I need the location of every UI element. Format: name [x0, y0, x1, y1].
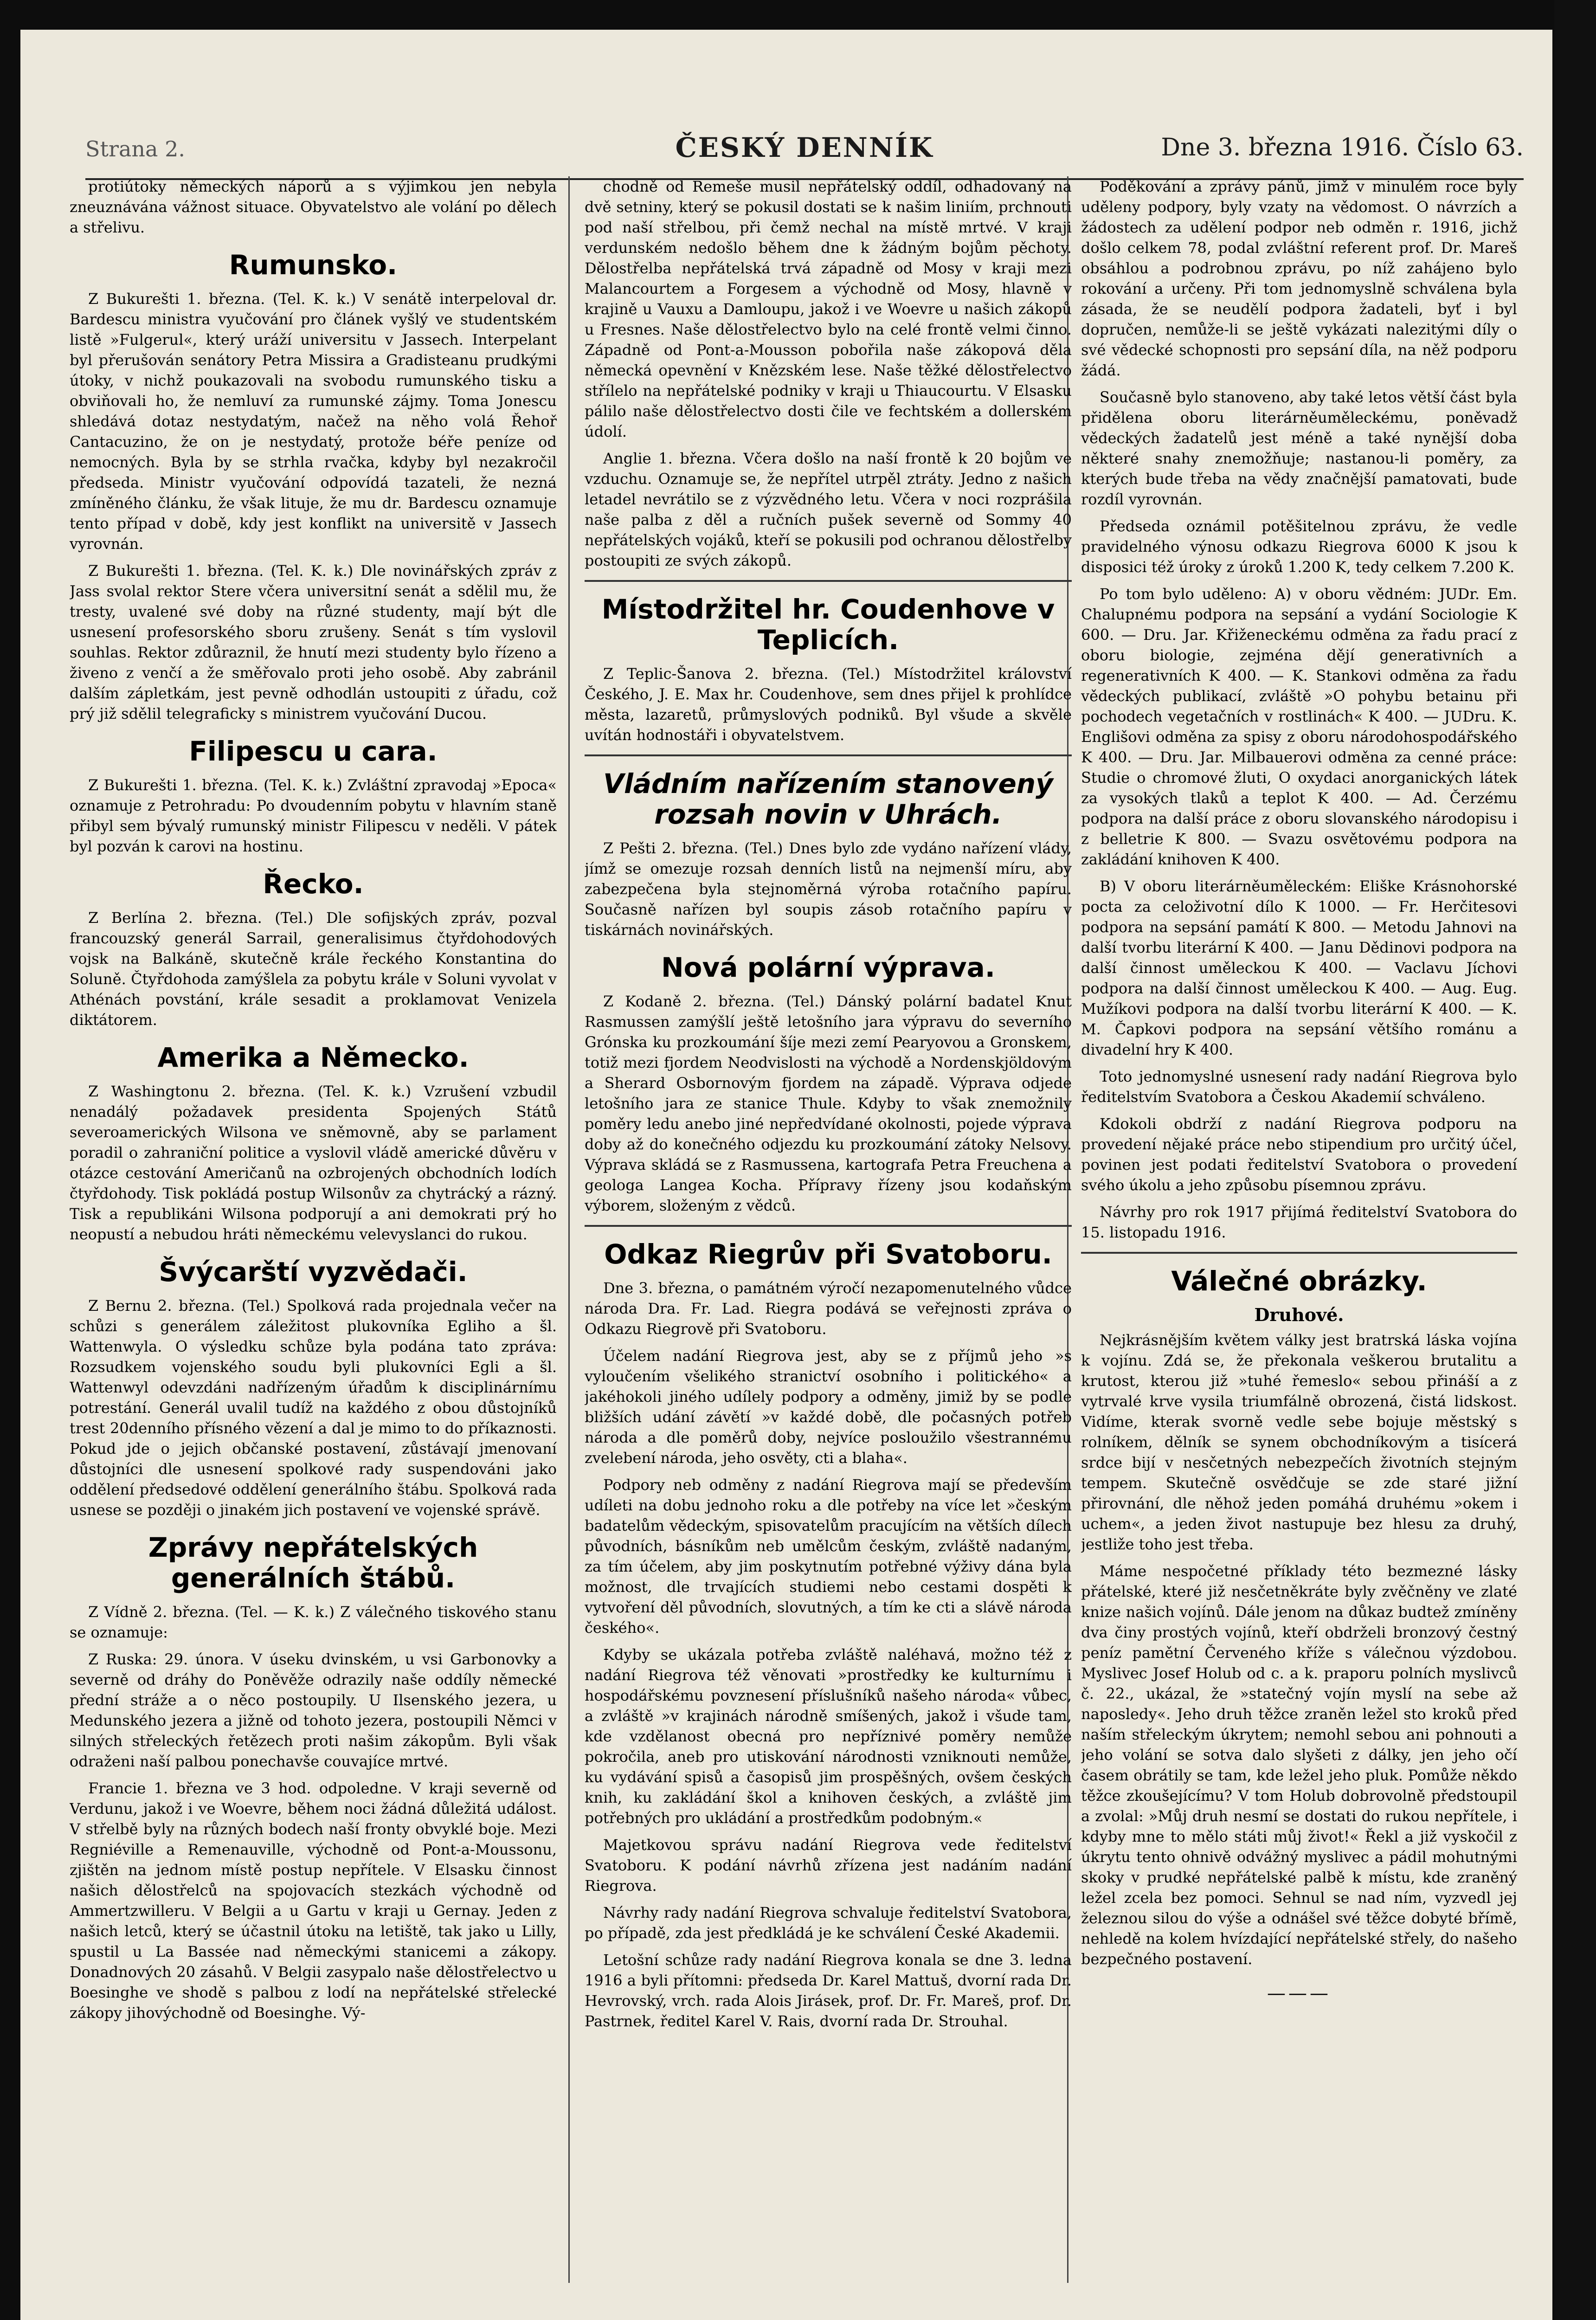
article-paragraph: Z Kodaně 2. března. (Tel.) Dánský polární badatel Knut Rasmussen zamýšlí ještě letošního jara výpravu do severního Grónska ku prozkoumání šíje mezi zemí Pearyovou a Gronskem, totiž mezi fjordem Neodvislosti na východě a Nordenskjöldovým a Sherard Osbornovým fjordem na západě. Výprava odjede letošního jara ze stanice Thule. Kdyby to však znemožnily poměry ledu anebo jiné nepředvídané okolnosti, pojede výprava doby až do konečného odjezdu ku prozkoumání zátoky Nelsovy. Výprava skládá se z Rasmussena, kartografa Petra Freuchena a geologa Langea Kocha. Přípravy řízeny jsou kodaňským výborem, složeným z vědců.	[585, 992, 1072, 1214]
end-mark: ———	[1267, 1983, 1331, 2004]
article-paragraph: Kdyby se ukázala potřeba zvláště naléhavá, možno též z nadání Riegrova též věnovati »prostředky ke kulturnímu i hospodářskému povznesení příslušníků našeho národa« vůbec, a zvláště »v krajinách národně smíšených, jakož i všude tam, kde vzdělanost obecná pro nepříznivé poměry nemůže pokročila, aneb pro utiskování národnosti vzniknouti nemůže, ku vydávání spisů a časopisů jim prospěšných, ovšem českých knih, ku zakládání škol a knihoven českých, a zvláště jim potřebných pro ukládání a prostředkům podobným.«	[585, 1646, 1072, 1827]
article-paragraph: Z Ruska: 29. února. V úseku dvinském, u vsi Garbonovky a severně od dráhy do Poněvěže odrazily naše oddíly německé přední stráže a o něco postoupily. U Ilsenského jezera, u Medunského jezera a jižně od tohoto jezera, postoupili Němci v silných střeleckých řetězech proti našim zákopům. Byli však odraženi naší palbou ponechavše couvajíce mrtvé.	[70, 1650, 557, 1770]
column-1	[70, 176, 557, 2283]
headline: Vládním nařízením stanovený rozsah novin v Uhrách.	[603, 768, 1053, 830]
issue-number: Číslo 63.	[1416, 134, 1524, 161]
article-paragraph: Kdokoli obdrží z nadání Riegrova podporu na provedení nějaké práce nebo stipendium pro určitý účel, povinen jest podati ředitelství Svatobora o provedení svého úkolu a jeho způsobu písemnou zprávu.	[1081, 1115, 1517, 1194]
article-paragraph: Z Teplic-Šanova 2. března. (Tel.) Místodržitel království Českého, J. E. Max hr. Coudenhove, sem dnes přijel k prohlídce města, lazaretů, průmyslových podniků. Byl všude a skvěle uvítán hodnostáři i obyvatelstvem.	[585, 665, 1072, 744]
article-paragraph: Z Washingtonu 2. března. (Tel. K. k.) Vzrušení vzbudil nenadálý požadavek presidenta Spojených Států severoamerických Wilsona ve sněmovně, aby se parlament poradil o zahraniční politice a vyslovil vládě americké důvěru v otázce cestování Američanů na ozbrojených obchodních lodích čtyřdohody. Tisk pokládá postup Wilsonův za chytrácký a rázný. Tisk a republikáni Wilsona podporují a ani demokrati prý ho neopustí a nebudou hráti německému velevyslanci do rukou.	[70, 1083, 557, 1243]
section-separator	[585, 580, 1072, 582]
column-3	[1081, 176, 1517, 2283]
article-paragraph: Z Berlína 2. března. (Tel.) Dle sofijských zpráv, pozval francouzský generál Sarrail, generalisimus čtyřdohodových vojsk na Balkáně, skutečně krále řeckého Konstantina do Soluně. Čtyřdohoda zamýšlela za pobytu krále v Soluni vyvolat v Athénách povstání, krále sesadit a proklamovat Venizela diktátorem.	[70, 909, 557, 1029]
article-paragraph: Předseda oznámil potěšitelnou zprávu, že vedle pravidelného výnosu odkazu Riegrova 6000 K jsou k disposici též úroky z úroků 1.200 K, tedy celkem 7.200 K.	[1081, 517, 1517, 576]
article-paragraph: Z Vídně 2. března. (Tel. — K. k.) Z válečného tiskového stanu se oznamuje:	[70, 1603, 557, 1641]
article-paragraph: Anglie 1. března. Včera došlo na naší frontě k 20 bojům ve vzduchu. Oznamuje se, že nepřítel utrpěl ztráty. Jedno z našich letadel nevrátilo se z výzvědného letu. Včera v noci rozprášila naše palba z děl a ručních pušek severně od Sommy 40 nepřátelských vojáků, kteří se pokusili pod ochranou dělostřelby postoupiti ze svých zákopů.	[585, 450, 1072, 569]
headline: Válečné obrázky.	[1171, 1265, 1427, 1297]
article-paragraph: Podpory neb odměny z nadání Riegrova mají se především udíleti na dobu jednoho roku a dle potřeby na více let »českým badatelům vědeckým, spisovatelům pracujícím na větších dílech původních, básníkům neb umělcům českým, zvláště nadaným, za tím účelem, aby jim poskytnutím potřebné výživy dána byla možnost, dle trvajících studiemi nebo cestami dospěti k vytvoření děl původních, slovutných, a tím ke cti a slávě národa českého«.	[585, 1476, 1072, 1637]
article-paragraph: Toto jednomyslné usnesení rady nadání Riegrova bylo ředitelstvím Svatobora a Českou Akademií schváleno.	[1081, 1068, 1517, 1106]
article-paragraph: Současně bylo stanoveno, aby také letos větší část byla přidělena oboru literárněuměleckému, poněvadž vědeckých žadatelů jest méně a také nynější doba některé snahy znemožňuje; nastanou-li poměry, za kterých bude třeba na vědy značnější pamatovati, bude rozdíl vyrovnán.	[1081, 388, 1517, 508]
article-paragraph: Účelem nadání Riegrova jest, aby se z příjmů jeho »s vyloučením všelikého stranictví osobního i politického« a jakéhokoli jiného udílely podpory a odměny, jimiž by se podle bližších udání závětí »v každé době, dle počasných potřeb národa a dle poměrů doby, nejvíce posloužilo všestrannému zvelebení národa, jeho osvěty, cti a blaha«.	[585, 1347, 1072, 1467]
article-paragraph: Po tom bylo uděleno: A) v oboru vědném: JUDr. Em. Chalupnému podpora na sepsání a vydání Sociologie K 600. — Dru. Jar. Křiženeckému odměna za řadu prací z oboru biologie, zejména dějí generativních a regenerativních K 400. — K. Stankovi odměna za řadu vědeckých publikací, zvláště »O pohybu betainu při pochodech vegetačních v rostlinách« K 400. — JUDru. K. Englišovi odměna za spisy z oboru národohospodářského K 400. — Dru. Jar. Milbauerovi odměna za cenné práce: Studie o chromové žluti, O oxydaci anorganických látek za vysokých tlaků a teplot K 400. — Ad. Čerzému podpora na další práce z oboru slovanského národopisu i z belletrie K 800. — Svazu osvětovému podpora na zakládání knihoven K 400.	[1081, 585, 1517, 868]
headline: Zprávy nepřátelských generálních štábů.	[148, 1532, 478, 1594]
article-paragraph: Z Pešti 2. března. (Tel.) Dnes bylo zde vydáno nařízení vlády, jímž se omezuje rozsah denních listů na nejmenší míru, aby zabezpečena byla stejnoměrná výroba rotačního papíru. Současně nařízen byl soupis zásob rotačního papíru v tiskárnách novinářských.	[585, 839, 1072, 939]
article-paragraph: B) V oboru literárněuměleckém: Eliške Krásnohorské pocta za celoživotní dílo K 1000. — Fr. Herčitesovi podpora na sepsání památí K 800. — Metodu Jahnovi na další tvorbu literární K 400. — Janu Dědinovi podpora na další činnost uměleckou K 400. — Vaclavu Jíchovi podpora na další činnost uměleckou K 400. — Aug. Eug. Mužíkovi podpora na další tvorbu literární K 400. — K. M. Čapkovi podpora na sepsání většího románu a divadelní hry K 400.	[1081, 877, 1517, 1058]
article-paragraph: Majetkovou správu nadání Riegrova vede ředitelství Svatoboru. K podání návrhů zřízena jest nadáním nadání Riegrova.	[585, 1836, 1072, 1895]
page-number: Strana 2.	[85, 136, 185, 161]
headline: Odkaz Riegrův při Svatoboru.	[604, 1238, 1052, 1270]
article-paragraph: protiútoky německých náporů a s výjimkou jen nebyla zneuznávána vážnost situace. Obyvatelstvo ale volání po dělech a střelivu.	[70, 178, 557, 236]
newspaper-title: ČESKÝ DENNÍK	[675, 132, 934, 163]
article-paragraph: Z Bernu 2. března. (Tel.) Spolková rada projednala večer na schůzi s generálem záležitost plukovníka Egliho a šl. Wattenwyla. O výsledku schůze byla podána tato zpráva: Rozsudkem vojenského soudu byli plukovníci Egli a šl. Wattenwyl odevzdáni nadřízeným úřadům k disciplinárnímu potrestání. Generál uvalil tudíž na každého z obou důstojníků trest 20denního přísného vězení a dal je mimo to do příkaznosti. Pokud jde o jejich občanské postavení, zůstávají jmenovaní důstojníci dle usnesení spolkové rady suspendováni jako oddělení předsedové oddělení generálního štábu. Spolková rada usnese se později o jinakém jich postavení ve vojenské správě.	[70, 1297, 557, 1519]
headline: Amerika a Německo.	[157, 1042, 469, 1073]
subheadline: Druhové.	[1254, 1304, 1344, 1325]
section-separator	[585, 754, 1072, 756]
article-paragraph: Letošní schůze rady nadání Riegrova konala se dne 3. ledna 1916 a byli přítomni: předseda Dr. Karel Mattuš, dvorní rada Dr. Hevrovský, vrch. rada Alois Jirásek, prof. Dr. Fr. Mareš, prof. Dr. Pastrnek, ředitel Karel V. Rais, dvorní rada Dr. Strouhal.	[585, 1951, 1072, 2030]
issue-date: Dne 3. března 1916.	[1161, 134, 1409, 161]
headline: Řecko.	[263, 868, 364, 900]
article-paragraph: Nejkrásnějším květem války jest bratrská láska vojína k vojínu. Zdá se, že překonala veškerou brutalitu a krutost, kterou již »tuhé řemeslo« sebou přináší a z vytrvalé krve vysila triumfálně obrozená, čistá lidskost. Vidíme, kterak svorně vedle sebe bojuje městský s rolníkem, dělník se synem obchodníkovým a tisícerá srdce bijí v nesčetných nebezpečích životních stejným tempem. Skutečně osvědčuje se zde staré jižní přirovnání, dle něhož jeden pomáhá druhému »okem i uchem«, a jeden život nastupuje bez hlesu za druhý, jestliže toho jest třeba.	[1081, 1331, 1517, 1553]
article-paragraph: Máme nespočetné příklady této bezmezné lásky přátelské, které již nesčetněkráte byly zvěčněny ve zlaté knize našich vojínů. Dále jenom na důkaz budtež zmíněny dva činy prostých vojínů, kteří obdrželi bronzový čestný peníz pamětní Červeného kříže s válečnou výzdobou. Myslivec Josef Holub od c. a k. praporu polních myslivců č. 22., ukázal, že »statečný vojín myslí na sebe až naposledy«. Jeho druh těžce zraněn ležel sto kroků před naším střeleckým úkrytem; nemohl sebou ani pohnouti a jeho volání se sotva dalo slyšeti z dálky, jen jeho očí časem obrátily se tam, kde ležel jeho pluk. Pomůže někdo těžce zkoušejícímu? V tom Holub dobrovolně předstoupil a zvolal: »Můj druh nesmí se dostati do rukou nepřítele, i kdyby mne to mělo státi můj život!« Řekl a již vyskočil z úkrytu tento ohnivě odvážný myslivec a pádil mohutnými skoky v prudké nepřátelské palbě k místu, kde zraněný ležel zcela bez pomoci. Sehnul se nad ním, vyzvedl jej železnou silou do výše a odnášel své těžce dobyté břímě, nehledě na kolem hvízdající nepřátelské střely, do našeho bezpečného postavení.	[1081, 1562, 1517, 1968]
section-separator	[1081, 1252, 1517, 1254]
headline: Nová polární výprava.	[661, 952, 995, 983]
article-paragraph: chodně od Remeše musil nepřátelský oddíl, odhadovaný na dvě setniny, který se pokusil dostati se k našim liniím, prchnouti pod naší střelbou, při čemž nechal na místě mrtvé. V kraji verdunském nedošlo během dne k žádným bojům pěchoty. Dělostřelba nepřátelská trvá západně od Mosy v kraji mezi Malancourtem a Forgesem a východně od Mosy, hlavně v krajině u Vauxu a Damloupu, jakož i ve Woevre u našich zákopů u Fresnes. Naše dělostřelectvo bylo na celé frontě velmi činno. Západně od Pont-a-Mousson pobořila naše zákopová děla německá opevnění v Knězském lese. Naše těžké dělostřelectvo střílelo na nepřátelské podniky v kraji u Thiaucourtu. V Elsasku pálilo naše dělostřelectvo dosti čile ve fechtském a dollerském údolí.	[585, 178, 1072, 440]
article-paragraph: Z Bukurešti 1. března. (Tel. K. k.) V senátě interpeloval dr. Bardescu ministra vyučování pro článek vyšlý ve studentském listě »Fulgerul«, který uráží universitu v Jassech. Interpelant byl přerušován senátory Petra Missira a Gradisteanu prudkými útoky, v nichž poukazovali na svobodu rumunského tisku a obviňovali ho, že nemluví za rumunské zájmy. Toma Jonescu shledává dotaz nestydatým, načež na něho volá Řehoř Cantacuzino, že on je nestydatý, protože béře peníze od nemocných. Byla by se strhla rvačka, kdyby byl nezakročil předseda. Ministr vyučování odpovídá tazateli, že nezná zmíněného článku, že však lituje, že mu dr. Bardescu oznamuje tento případ v době, kdy jest konflikt na universitě v Jassech vyrovnán.	[70, 290, 557, 553]
article-paragraph: Dne 3. března, o památném výročí nezapomenutelného vůdce národa Dra. Fr. Lad. Riegra podává se veřejnosti zpráva o Odkazu Riegrově při Svatoboru.	[585, 1279, 1072, 1338]
scan-border	[1554, 0, 1596, 2320]
article-paragraph: Návrhy pro rok 1917 přijímá ředitelství Svatobora do 15. listopadu 1916.	[1081, 1203, 1517, 1241]
headline: Filipescu u cara.	[189, 735, 438, 767]
headline: Švýcarští vyzvědači.	[159, 1256, 468, 1288]
masthead	[85, 122, 1524, 180]
column-divider	[568, 176, 570, 2283]
article-paragraph: Návrhy rady nadání Riegrova schvaluje ředitelství Svatobora, po případě, zda jest předkládá je ke schválení České Akademii.	[585, 1904, 1072, 1942]
article-paragraph: Z Bukurešti 1. března. (Tel. K. k.) Dle novinářských zpráv z Jass svolal rektor Stere včera universitní senát a sdělil mu, že tresty, uvalené své doby na různé studenty, mají být dle usnesení profesorského sboru zrušeny. Senát s tím vyslovil souhlas. Rektor zdůraznil, že hnutí mezi studenty bylo řízeno a živeno z venčí a že směřovalo proti jeho osobě. Aby zabránil dalším zápletkám, jest pevně odhodlán ustoupiti z úřadu, což prý již sdělil telegraficky s ministrem vyučování Ducou.	[70, 562, 557, 722]
section-separator	[585, 1225, 1072, 1227]
article-paragraph: Francie 1. března ve 3 hod. odpoledne. V kraji severně od Verdunu, jakož i ve Woevre, během noci žádná důležitá událost. V střelbě byly na různých bodech naší fronty obvyklé boje. Mezi Regniéville a Remenauville, východně od Pont-a-Moussonu, zjištěn na jednom místě postup nepřítele. V Elsasku činnost našich dělostřelců na spojovacích stezkách východně od Ammertzwilleru. V Belgii a u Gartu v kraji u Gernay. Jeden z našich letců, který se účastnil útoku na letiště, tak jako u Lilly, spustil u La Bassée nad německými stanicemi a zákopy. Donadnových 20 zásahů. V Belgii zasypalo naše dělostřelectvo u Boesinghe ve shodě s palbou z lodí na nepřátelské střelecké zákopy jihovýchodně od Boesinghe. Vý-	[70, 1779, 557, 2022]
article-paragraph: Poděkování a zprávy pánů, jimž v minulém roce byly uděleny podpory, byly vzaty na vědomost. O návrzích a žádostech za udělení podpor neb odměn r. 1916, jichž došlo celkem 78, podal zvláštní referent prof. Dr. Mareš obsáhlou a podrobnou zprávu, po níž zahájeno bylo rokování a určeny. Při tom jednomyslně schválena byla zásada, že se neudělí podpora žadateli, byť i byl dopručen, nemůže-li se ještě vykázati nalezitými díly o své vědecké schopnosti pro sepsání díla, na něž podporu žádá.	[1081, 178, 1517, 379]
article-paragraph: Z Bukurešti 1. března. (Tel. K. k.) Zvláštní zpravodaj »Epoca« oznamuje z Petrohradu: Po dvoudenním pobytu v hlavním staně přibyl sem bývalý rumunský ministr Filipescu v neděli. V pátek byl pozván k carovi na hostinu.	[70, 776, 557, 855]
column-2	[585, 176, 1072, 2283]
headline: Místodržitel hr. Coudenhove v Teplicích.	[601, 593, 1055, 656]
headline: Rumunsko.	[229, 249, 398, 281]
